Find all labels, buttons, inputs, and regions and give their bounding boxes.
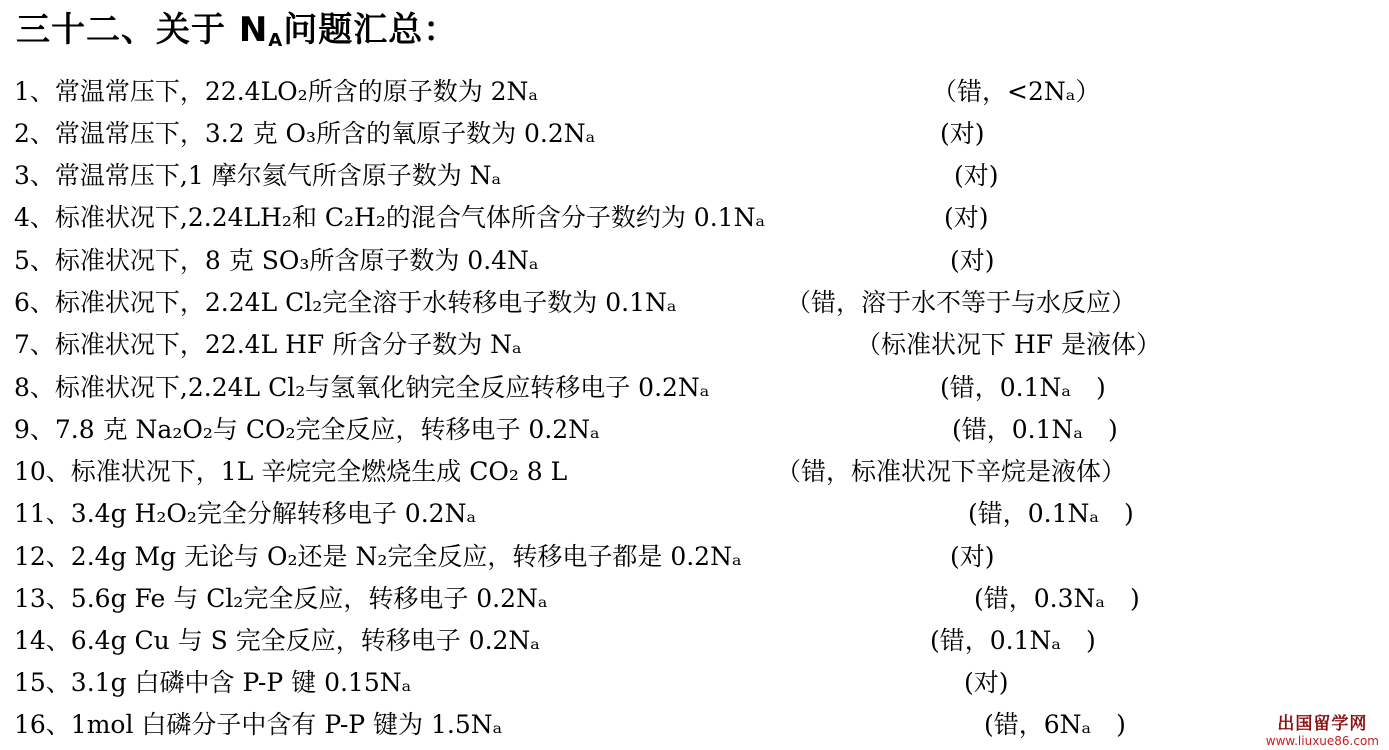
title-subscript: A bbox=[268, 30, 284, 51]
list-item bbox=[14, 452, 1374, 492]
answer-text: (错，0.1Nₐ ) bbox=[968, 499, 1134, 528]
question-text: 13、5.6g Fe 与 Cl₂完全反应，转移电子 0.2Nₐ bbox=[14, 584, 548, 613]
answer-text: （错，标准状况下辛烷是液体） bbox=[776, 457, 1127, 486]
question-text: 4、标准状况下,2.24LH₂和 C₂H₂的混合气体所含分子数约为 0.1Nₐ bbox=[14, 203, 766, 232]
answer-text: (对) bbox=[950, 246, 995, 275]
question-text: 3、常温常压下,1 摩尔氦气所含原子数为 Nₐ bbox=[14, 161, 502, 190]
question-text: 1、常温常压下，22.4LO₂所含的原子数为 2Nₐ bbox=[14, 77, 539, 106]
question-text: 7、标准状况下，22.4L HF 所含分子数为 Nₐ bbox=[14, 330, 522, 359]
title-rest: 问题汇总： bbox=[283, 10, 459, 50]
question-text: 12、2.4g Mg 无论与 O₂还是 N₂完全反应，转移电子都是 0.2Nₐ bbox=[14, 542, 742, 571]
question-text: 11、3.4g H₂O₂完全分解转移电子 0.2Nₐ bbox=[14, 499, 477, 528]
list-item bbox=[14, 494, 1374, 534]
list-item bbox=[14, 283, 1374, 323]
question-text: 5、标准状况下，8 克 SO₃所含原子数为 0.4Nₐ bbox=[14, 246, 539, 275]
answer-text: （标准状况下 HF 是液体） bbox=[856, 330, 1162, 359]
page-title bbox=[16, 6, 458, 65]
list-item bbox=[14, 537, 1374, 577]
watermark-url: www.liuxue86.com bbox=[1265, 734, 1379, 748]
list-item bbox=[14, 705, 1374, 745]
list-item bbox=[14, 410, 1374, 450]
answer-text: （错，溶于水不等于与水反应） bbox=[786, 288, 1137, 317]
answer-text: (错，0.1Nₐ ) bbox=[930, 626, 1096, 655]
list-item bbox=[14, 198, 1374, 238]
list-item bbox=[14, 156, 1374, 196]
question-text: 16、1mol 白磷分子中含有 P-P 键为 1.5Nₐ bbox=[14, 710, 503, 739]
question-text: 10、标准状况下，1L 辛烷完全燃烧生成 CO₂ 8 L bbox=[14, 457, 568, 486]
list-item bbox=[14, 114, 1374, 154]
answer-text: (对) bbox=[964, 668, 1009, 697]
answer-text: (对) bbox=[954, 161, 999, 190]
answer-text: (对) bbox=[944, 203, 989, 232]
question-text: 8、标准状况下,2.24L Cl₂与氢氧化钠完全反应转移电子 0.2Nₐ bbox=[14, 373, 710, 402]
question-text: 2、常温常压下，3.2 克 O₃所含的氧原子数为 0.2Nₐ bbox=[14, 119, 596, 148]
list-item bbox=[14, 368, 1374, 408]
question-text: 9、7.8 克 Na₂O₂与 CO₂完全反应，转移电子 0.2Nₐ bbox=[14, 415, 600, 444]
list-item bbox=[14, 325, 1374, 365]
answer-text: (对) bbox=[950, 542, 995, 571]
answer-text: (错，0.1Nₐ ) bbox=[940, 373, 1106, 402]
answer-text: (对) bbox=[940, 119, 985, 148]
question-text: 15、3.1g 白磷中含 P-P 键 0.15Nₐ bbox=[14, 668, 412, 697]
list-item bbox=[14, 579, 1374, 619]
answer-text: （错，<2Nₐ） bbox=[932, 77, 1101, 106]
list-item bbox=[14, 241, 1374, 281]
list-item bbox=[14, 663, 1374, 703]
watermark-logo bbox=[1266, 714, 1379, 748]
question-text: 14、6.4g Cu 与 S 完全反应，转移电子 0.2Nₐ bbox=[14, 626, 540, 655]
title-main: 三十二、关于 N bbox=[16, 10, 269, 50]
answer-text: (错，6Nₐ ) bbox=[984, 710, 1126, 739]
answer-text: (错，0.1Nₐ ) bbox=[952, 415, 1118, 444]
watermark-name: 出国留学网 bbox=[1277, 714, 1368, 734]
answer-text: (错，0.3Nₐ ) bbox=[974, 584, 1140, 613]
question-text: 6、标准状况下，2.24L Cl₂完全溶于水转移电子数为 0.1Nₐ bbox=[14, 288, 677, 317]
list-item bbox=[14, 72, 1374, 112]
list-item bbox=[14, 621, 1374, 661]
